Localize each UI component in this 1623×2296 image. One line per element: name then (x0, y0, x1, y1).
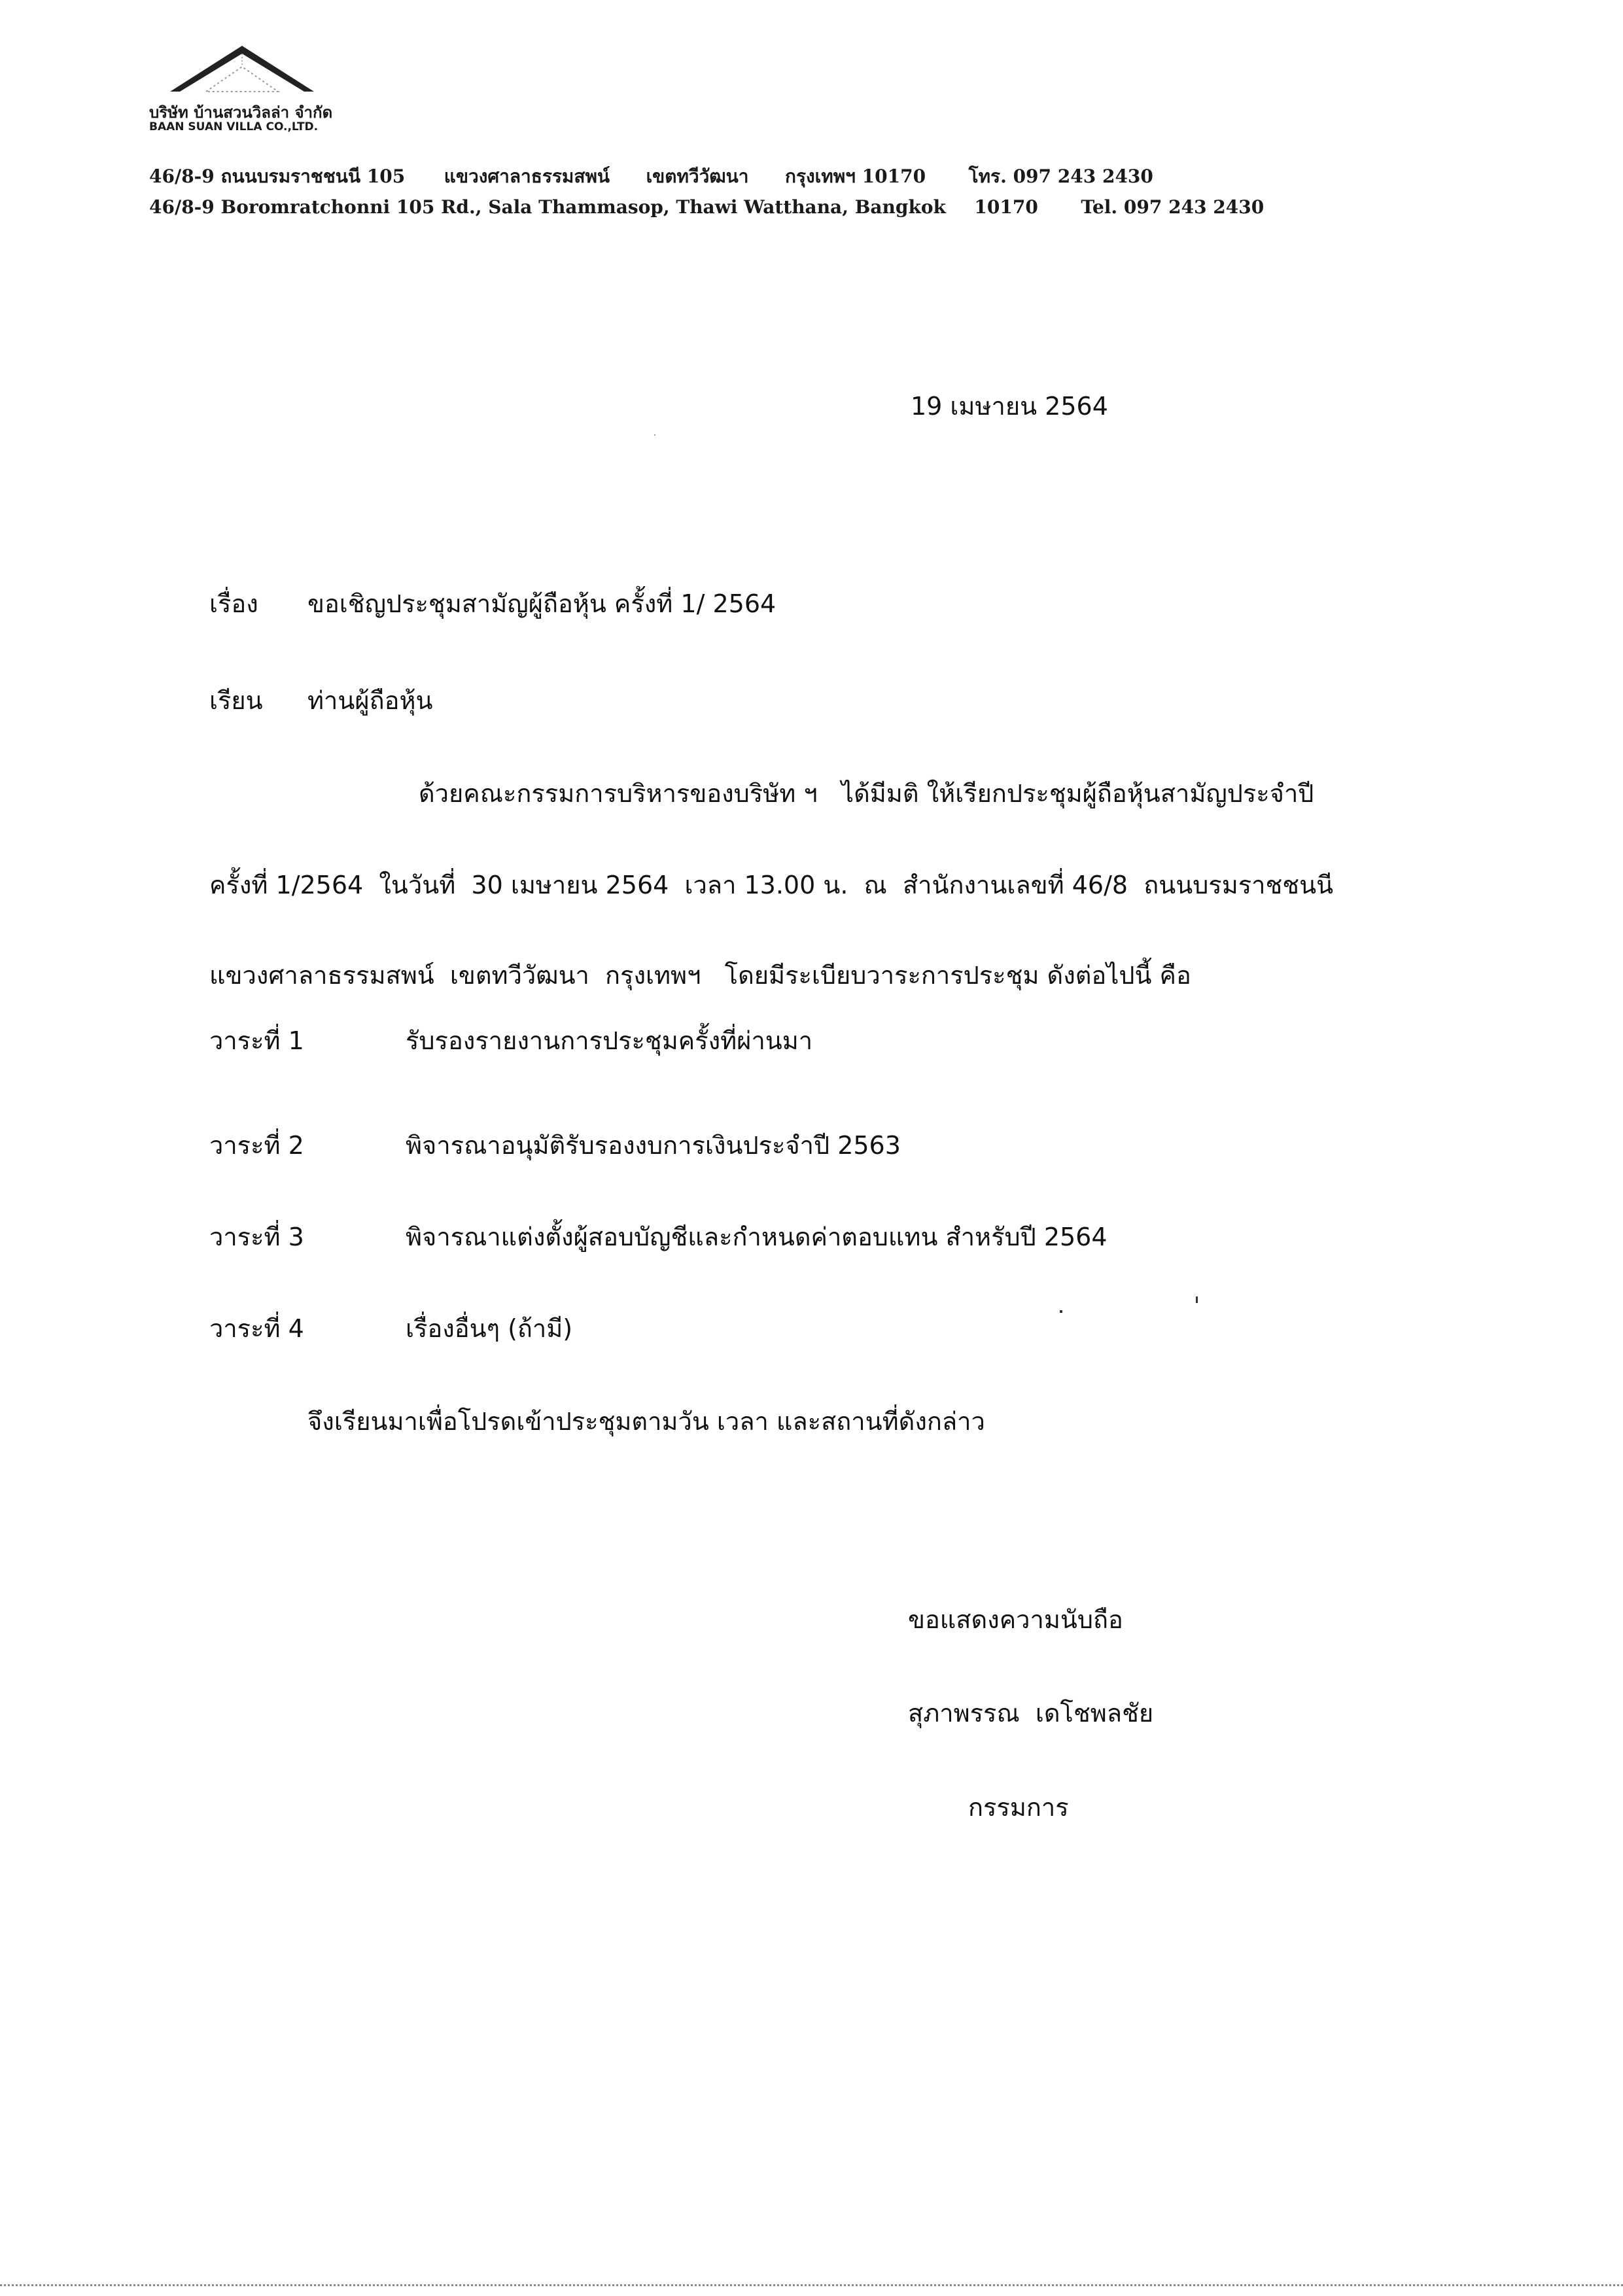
address-thai-city: กรุงเทพฯ 10170 (785, 165, 926, 187)
address-english-street: 46/8-9 Boromratchonni 105 Rd., Sala Thammasop, Thawi Watthana, Bangkok (149, 196, 946, 218)
agenda-item-3-label: วาระที่ 3 (209, 1223, 304, 1251)
address-english (149, 196, 1264, 218)
subject-label: เรื่อง (209, 589, 258, 618)
body-line-2: ครั้งที่ 1/2564 ในวันที่ 30 เมษายน 2564 เวลา 13.00 น. ณ สำนักงานเลขที่ 46/8 ถนนบรมราชชนนี (209, 871, 1334, 899)
agenda-item-4-text: เรื่องอื่นๆ (ถ้ามี) (406, 1314, 573, 1343)
body-line-1: ด้วยคณะกรรมการบริหารของบริษัท ฯ ได้มีมติ ให้เรียกประชุมผู้ถือหุ้นสามัญประจำปี (419, 779, 1314, 808)
scan-speck (1060, 1310, 1062, 1313)
agenda-item-3-text: พิจารณาแต่งตั้งผู้สอบบัญชีและกำหนดค่าตอบแทน สำหรับปี 2564 (406, 1223, 1108, 1251)
agenda-item-2-label: วาระที่ 2 (209, 1131, 304, 1160)
letter-date: 19 เมษายน 2564 (911, 392, 1108, 421)
address-thai-phone: โทร. 097 243 2430 (968, 165, 1153, 187)
agenda-item-1-text: รับรองรายงานการประชุมครั้งที่ผ่านมา (406, 1026, 813, 1055)
scan-speck (654, 434, 655, 436)
address-thai (149, 162, 1153, 191)
company-name-thai: บริษัท บ้านสวนวิลล่า จำกัด (149, 103, 333, 122)
address-thai-district: แขวงศาลาธรรมสพน์ (444, 165, 610, 187)
signature-name: สุภาพรรณ เดโชพลชัย (908, 1699, 1154, 1728)
address-english-postcode: 10170 (974, 196, 1038, 218)
roof-logo-icon (144, 39, 340, 98)
subject-text: ขอเชิญประชุมสามัญผู้ถือหุ้น ครั้งที่ 1/ 2564 (307, 589, 777, 618)
address-thai-area: เขตทวีวัฒนา (646, 165, 749, 187)
body-line-3: แขวงศาลาธรรมสพน์ เขตทวีวัฒนา กรุงเทพฯ โดยมีระเบียบวาระการประชุม ดังต่อไปนี้ คือ (209, 961, 1191, 990)
page-bottom-edge (0, 2284, 1623, 2286)
agenda-item-4-label: วาระที่ 4 (209, 1314, 304, 1343)
closing-sentence: จึงเรียนมาเพื่อโปรดเข้าประชุมตามวัน เวลา และสถานที่ดังกล่าว (307, 1407, 985, 1436)
company-name-english: BAAN SUAN VILLA CO.,LTD. (149, 120, 319, 133)
scan-speck (1196, 1296, 1198, 1303)
address-thai-street: 46/8-9 ถนนบรมราชชนนี 105 (149, 165, 406, 187)
address-english-phone: Tel. 097 243 2430 (1081, 196, 1265, 218)
agenda-item-1-label: วาระที่ 1 (209, 1026, 304, 1055)
recipient-label: เรียน (209, 686, 263, 715)
signature-position: กรรมการ (968, 1793, 1069, 1822)
signature-regards: ขอแสดงความนับถือ (908, 1605, 1123, 1634)
recipient-text: ท่านผู้ถือหุ้น (307, 686, 433, 715)
agenda-item-2-text: พิจารณาอนุมัติรับรองงบการเงินประจำปี 2563 (406, 1131, 901, 1160)
